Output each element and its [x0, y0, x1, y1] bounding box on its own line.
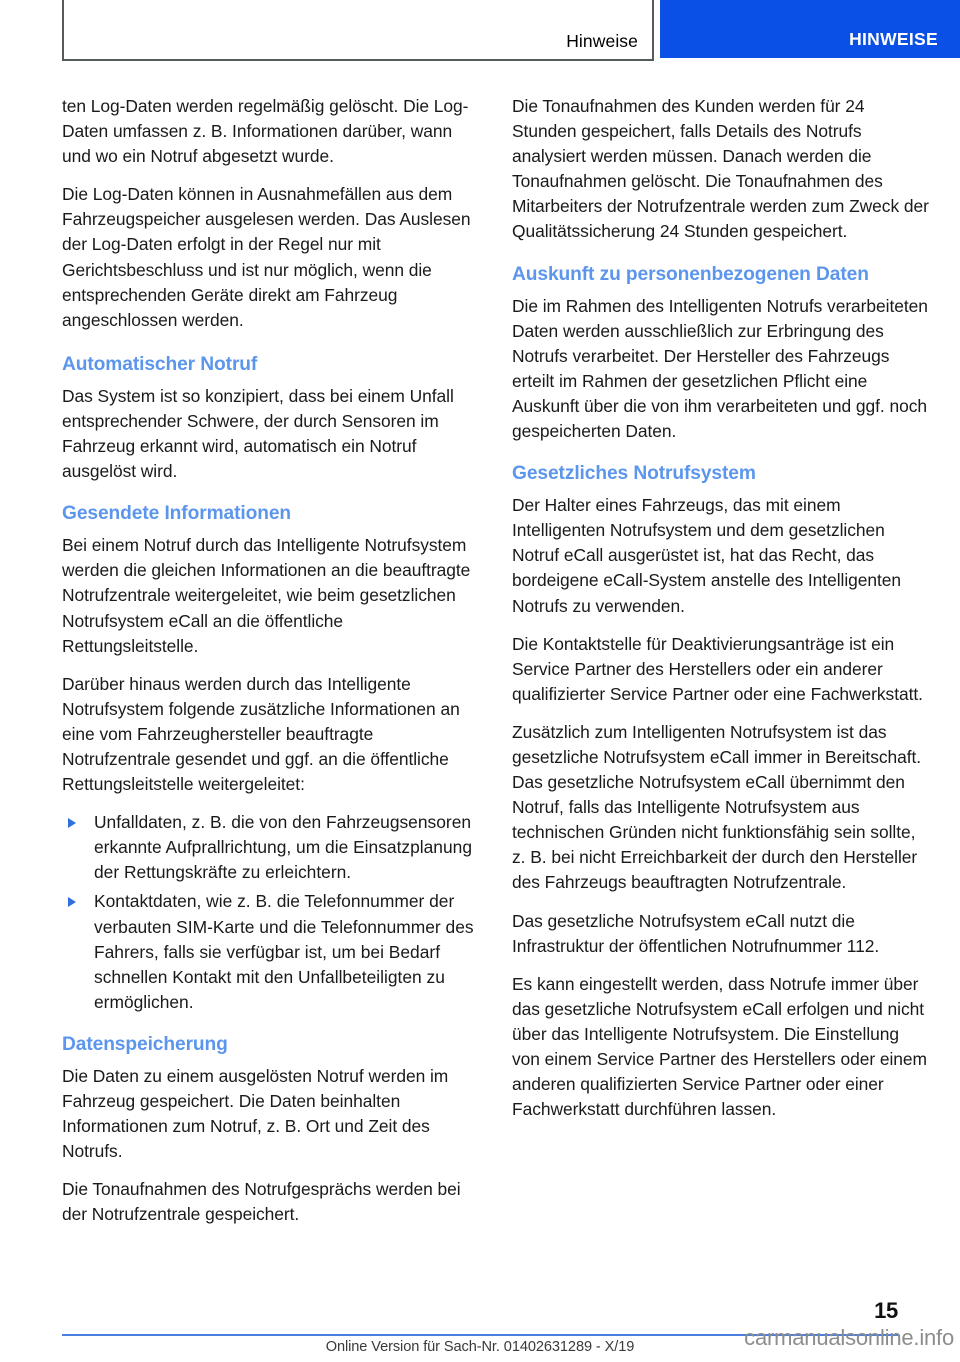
section-heading: Automatischer Notruf	[62, 353, 258, 375]
chapter-tab-active[interactable]	[660, 0, 960, 58]
page-number: 15	[874, 1298, 898, 1323]
section-heading: Gesendete Informationen	[62, 503, 292, 525]
bullet-list	[62, 810, 480, 1015]
paragraph: Die Kontaktstelle für Deaktivierungsanträge ist ein Service Partner des Herstellers oder ein anderer qualifizierter Service Partner oder eine Fachwerkstatt.	[512, 633, 923, 704]
paragraph: Die Tonaufnahmen des Notrufgesprächs werden bei der Notrufzentrale gespeichert.	[62, 1179, 461, 1225]
list-item-label: Unfalldaten, z. B. die von den Fahrzeugsensoren erkannte Aufprallrichtung, um die Einsatzplanung der Rettungskräfte zu erleichtern.	[94, 812, 472, 883]
paragraph: Die Daten zu einem ausgelösten Notruf werden im Fahrzeug gespeichert. Die Daten beinhalten Informationen zum Notruf, z. B. Ort und Zeit des Notrufs.	[62, 1065, 449, 1162]
paragraph: Das gesetzliche Notrufsystem eCall nutzt die Infrastruktur der öffentlichen Notrufnummer 112.	[512, 910, 880, 956]
chapter-tab-inactive-label: Hinweise	[566, 31, 638, 51]
list-item-label: Kontaktdaten, wie z. B. die Telefonnummer der verbauten SIM-Karte und die Telefonnummer des Fahrers, falls sie verfügbar ist, um bei Bedarf schnellen Kontakt mit den Unfallbeteiligten zu ermöglichen.	[94, 891, 474, 1012]
left-column	[62, 94, 480, 1240]
paragraph: Bei einem Notruf durch das Intelligente Notrufsystem werden die gleichen Informationen an die beauftragte Notrufzentrale weitergeleitet, wie beim gesetzlichen Notrufsystem eCall an die öffentliche Rettungsleitstelle.	[62, 535, 471, 656]
paragraph: Der Halter eines Fahrzeugs, das mit einem Intelligenten Notrufsystem und dem gesetzlichen Notruf eCall ausgerüstet ist, hat das Recht, das bordeigene eCall-System anstelle des Intelligenten Notrufs zu verwenden.	[512, 495, 902, 616]
section-heading: Datenspeicherung	[62, 1033, 228, 1055]
chapter-tab-active-label: HINWEISE	[849, 29, 938, 49]
paragraph: Darüber hinaus werden durch das Intelligente Notrufsystem folgende zusätzliche Informationen an eine vom Fahrzeughersteller beauftragte Notrufzentrale gesendet und ggf. an die öffentliche Rettungsleitstelle weitergeleitet:	[62, 673, 460, 795]
paragraph: Das System ist so konzipiert, dass bei einem Unfall entsprechender Schwere, der durch Sensoren im Fahrzeug erkannt wird, automatisch ein Notruf ausgelöst wird.	[62, 385, 454, 482]
paragraph: Die im Rahmen des Intelligenten Notrufs verarbeiteten Daten werden ausschließlich zur Erbringung des Notrufs verarbeitet. Der Hersteller des Fahrzeugs erteilt im Rahmen der gesetzlichen Pflicht eine Auskunft über die von ihm verarbeiteten und ggf. noch gespeicherten Daten.	[512, 295, 928, 442]
list-item	[62, 889, 480, 1014]
triangle-bullet-icon	[68, 818, 76, 828]
page-header	[0, 0, 960, 63]
footer-note: Online Version für Sach-Nr. 01402631289 - X/19	[325, 1339, 635, 1355]
paragraph: Es kann eingestellt werden, dass Notrufe immer über das gesetzliche Notrufsystem eCall erfolgen und nicht über das Intelligente Notrufsystem. Die Einstellung von einem Service Partner des Herstellers oder einem anderen qualifizierten Service Partner oder einer Fachwerkstatt durchführen lassen.	[512, 973, 927, 1120]
triangle-bullet-icon	[68, 897, 76, 907]
chapter-tab-inactive[interactable]	[62, 0, 654, 61]
section-heading: Gesetzliches Notrufsystem	[512, 463, 756, 485]
watermark: carmanualsonline.info	[744, 1325, 954, 1350]
paragraph: Die Tonaufnahmen des Kunden werden für 24 Stunden gespeichert, falls Details des Notrufs analysiert werden müssen. Danach werden die Tonaufnahmen gelöscht. Die Tonaufnahmen des Mitarbeiters der Notrufzentrale werden zum Zweck der Qualitätssicherung 24 Stunden gespeichert.	[512, 96, 929, 242]
list-item	[62, 810, 480, 885]
section-heading: Auskunft zu personenbezogenen Daten	[512, 263, 869, 285]
paragraph: Die Log-Daten können in Ausnahmefällen aus dem Fahrzeugspeicher ausgelesen werden. Das Auslesen der Log-Daten erfolgt in der Regel nur mit Gerichtsbeschluss und ist nur möglich, wenn die entsprechenden Geräte direkt am Fahrzeug angeschlossen werden.	[62, 184, 471, 330]
paragraph: ten Log-Daten werden regelmäßig gelöscht. Die Log-Daten umfassen z. B. Informationen darüber, wann und wo ein Notruf abgesetzt wurde.	[62, 96, 469, 167]
right-column	[512, 94, 930, 1135]
paragraph: Zusätzlich zum Intelligenten Notrufsystem ist das gesetzliche Notrufsystem eCall immer in Bereitschaft. Das gesetzliche Notrufsystem eCall übernimmt den Notruf, falls das Intelligente Notrufsystem aus technischen Gründen nicht funktionsfähig sein sollte, z. B. bei nicht Erreichbarkeit der durch den Hersteller des Fahrzeugs beauftragten Notrufzentrale.	[512, 721, 922, 893]
